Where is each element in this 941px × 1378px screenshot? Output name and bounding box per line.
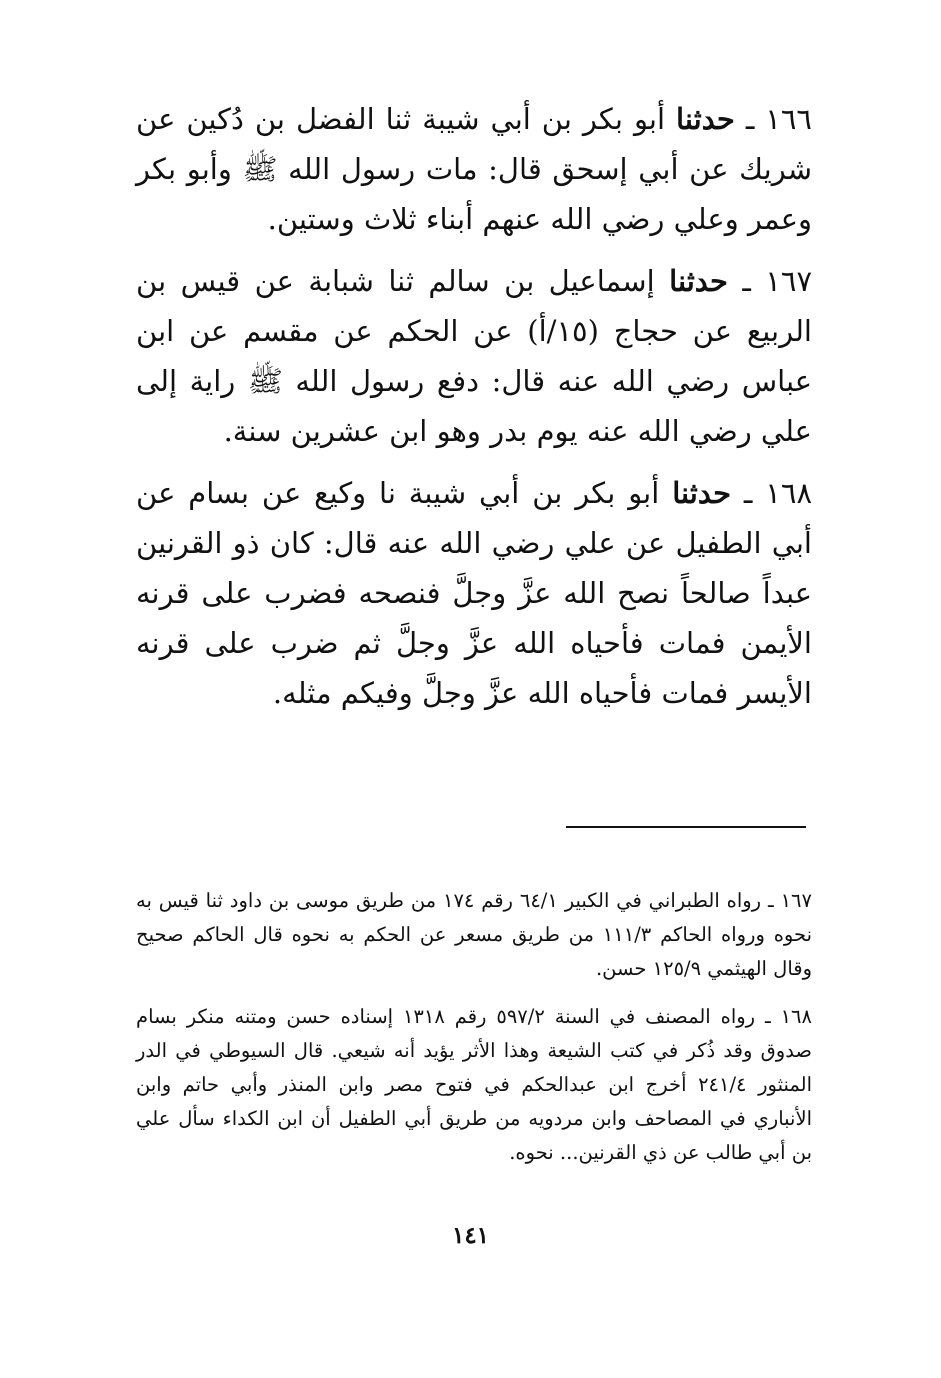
hadith-number: ١٦٦ ـ [745, 102, 813, 136]
hadith-167 [136, 256, 812, 456]
main-text [136, 94, 812, 730]
hadith-number: ١٦٨ ـ [743, 476, 813, 510]
hadith-lead: حدثنا [676, 102, 735, 136]
footnote-number: ١٦٨ ـ [764, 1005, 812, 1028]
hadith-number: ١٦٧ ـ [742, 264, 813, 298]
footnote-167 [136, 884, 812, 986]
footnote-separator [566, 826, 806, 828]
hadith-text: أبو بكر بن أبي شيبة نا وكيع عن بسام عن أبي الطفيل عن علي رضي الله عنه قال: كان ذو القرنين عبداً صالحاً نصح الله عزَّ وجلَّ فنصحه فضرب على قرنه الأيمن فمات فأحياه الله عزَّ وجلَّ ثم ضرب على قرنه الأيسر فمات فأحياه الله عزَّ وجلَّ وفيكم مثله. [136, 476, 812, 710]
hadith-168 [136, 468, 812, 718]
hadith-text: إسماعيل بن سالم ثنا شبابة عن قيس بن الربيع عن حجاج (١٥/أ) عن الحكم عن مقسم عن ابن عباس رضي الله عنه قال: دفع رسول الله ﷺ راية إلى علي رضي الله عنه يوم بدر وهو ابن عشرين سنة. [136, 264, 812, 448]
footnote-text: رواه الطبراني في الكبير ٦٤/١ رقم ١٧٤ من طريق موسى بن داود ثنا قيس به نحوه ورواه الحاكم ١١١/٣ من طريق مسعر عن الحكم به نحوه قال الحاكم صحيح وقال الهيثمي ١٢٥/٩ حسن. [136, 889, 812, 980]
footnote-168 [136, 1000, 812, 1170]
hadith-lead: حدثنا [672, 476, 732, 510]
footnote-text: رواه المصنف في السنة ٥٩٧/٢ رقم ١٣١٨ إسناده حسن ومتنه منكر بسام صدوق وقد ذُكر في كتب الشيعة وهذا الأثر يؤيد أنه شيعي. قال السيوطي في الدر المنثور ٢٤١/٤ أخرج ابن عبدالحكم في فتوح مصر وابن المنذر وأبي حاتم وابن الأنباري في المصاحف وابن مردويه من طريق أبي الطفيل أن ابن الكداء سأل علي بن أبي طالب عن ذي القرنين... نحوه. [136, 1005, 812, 1164]
footnote-number: ١٦٧ ـ [767, 889, 812, 912]
footnotes [136, 884, 812, 1184]
hadith-lead: حدثنا [669, 264, 728, 298]
hadith-text: أبو بكر بن أبي شيبة ثنا الفضل بن دُكين عن شريك عن أبي إسحق قال: مات رسول الله ﷺ وأبو بكر وعمر وعلي رضي الله عنهم أبناء ثلاث وستين. [136, 102, 812, 236]
hadith-166 [136, 94, 812, 244]
page-number: ١٤١ [451, 1222, 490, 1249]
